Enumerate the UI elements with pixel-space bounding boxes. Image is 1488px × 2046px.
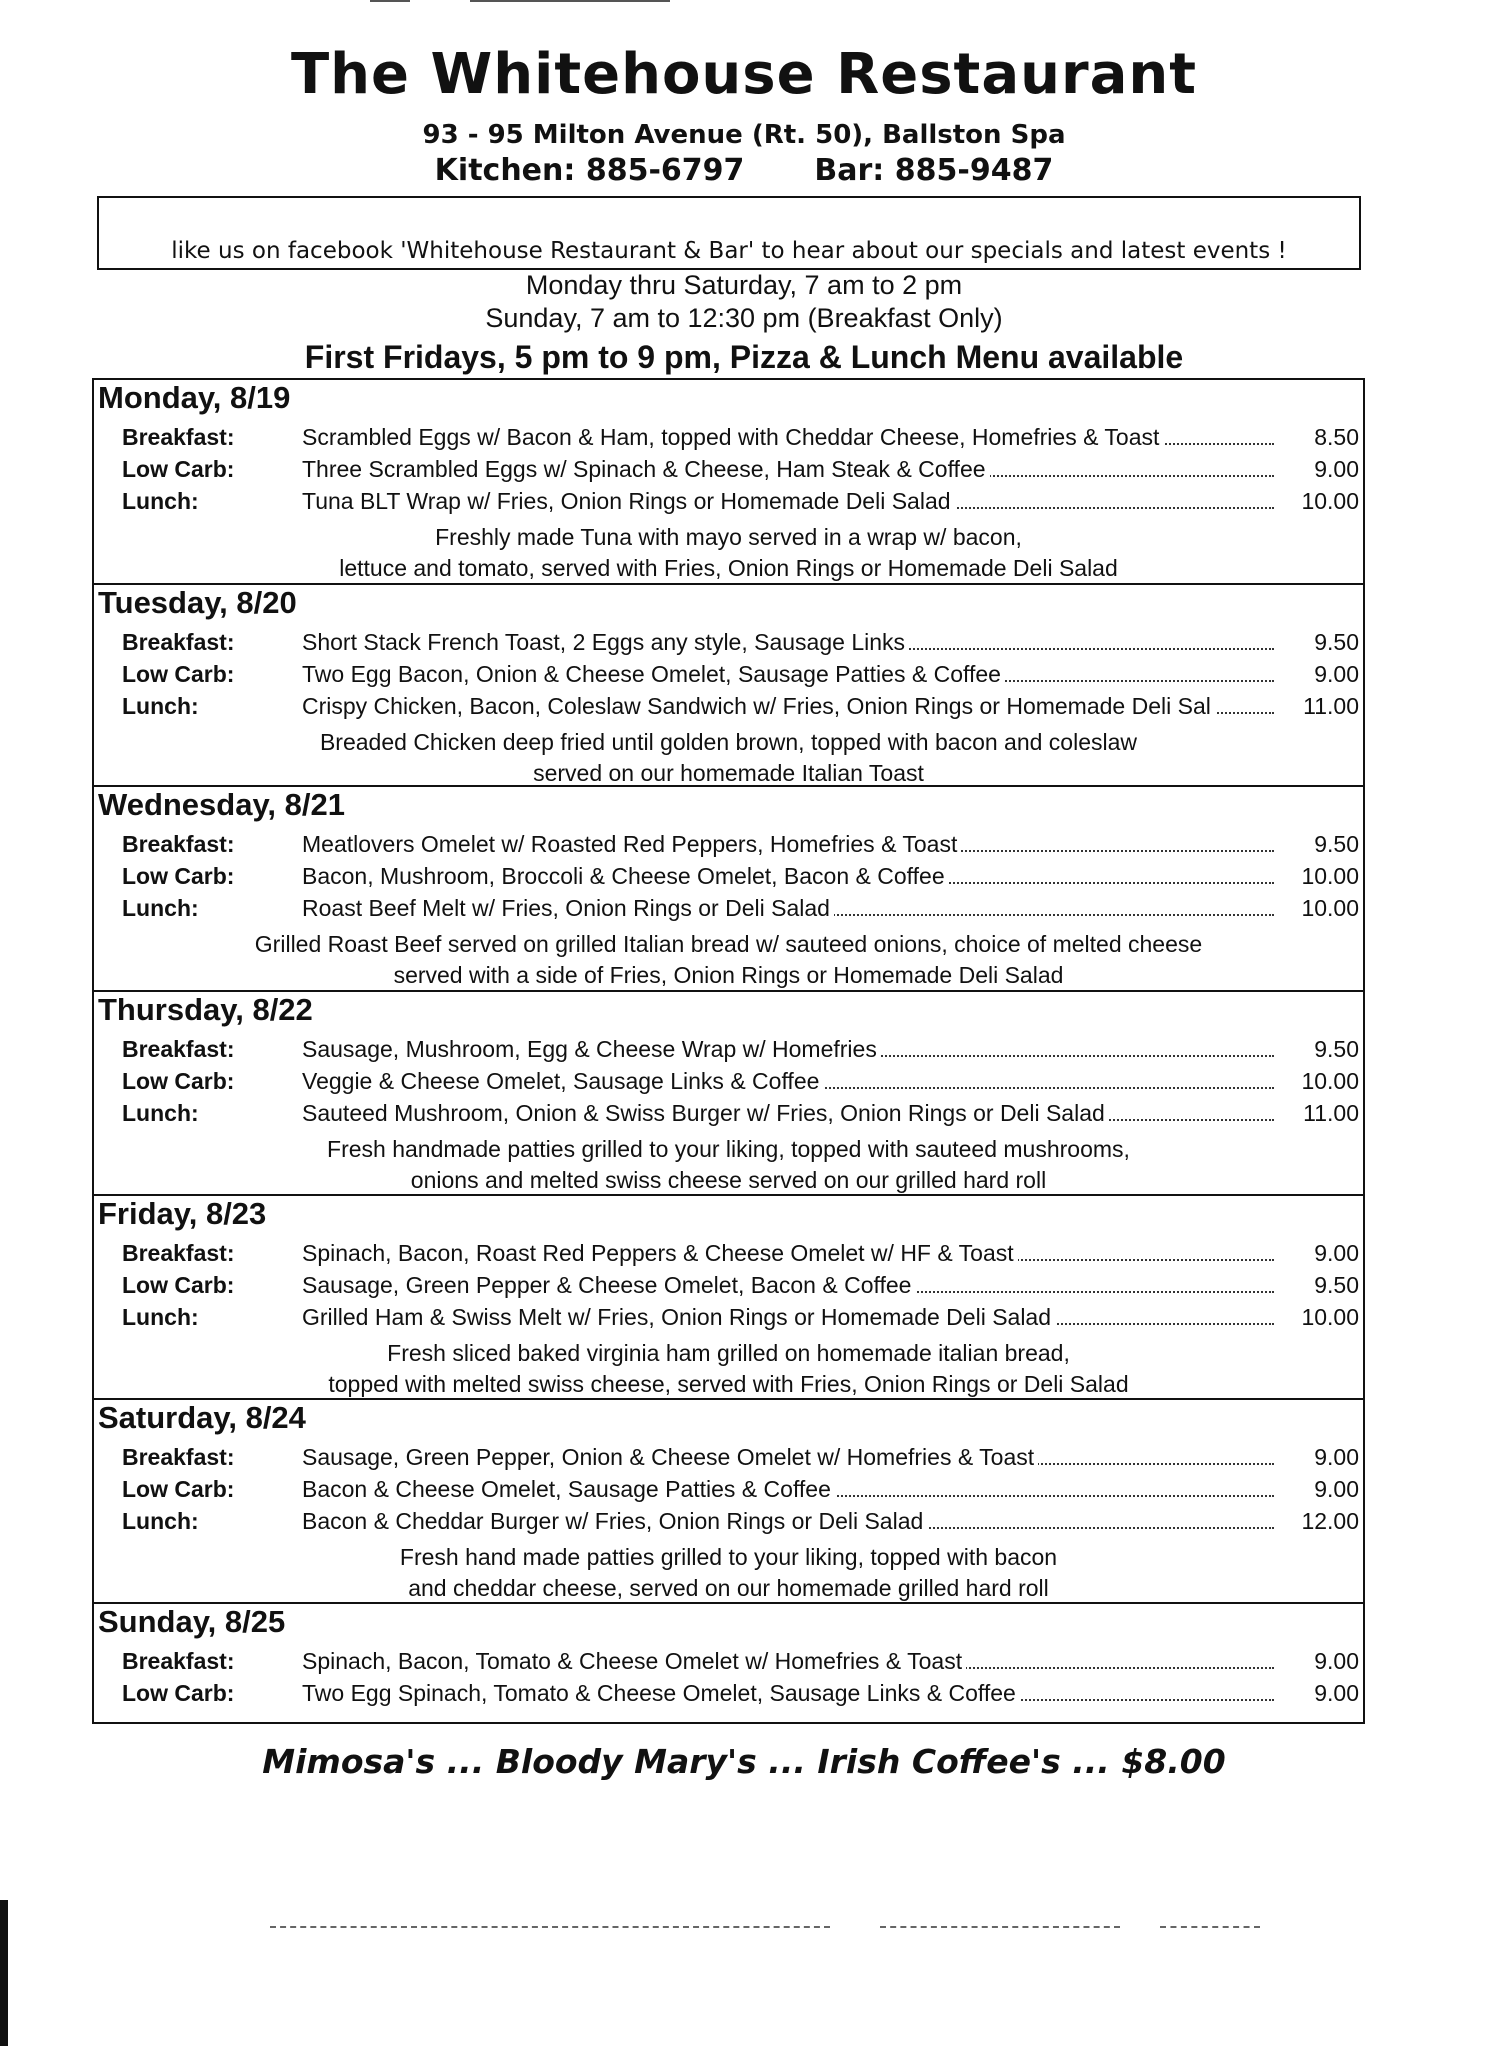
meal-type: Low Carb: xyxy=(122,456,235,482)
menu-item xyxy=(94,1036,1363,1068)
item-description: Three Scrambled Eggs w/ Spinach & Cheese, Ham Steak & Coffee xyxy=(302,456,990,482)
menu-item xyxy=(94,1476,1363,1508)
day-section xyxy=(94,992,1363,1196)
drinks-special: Mimosa's ... Bloody Mary's ... Irish Coffee's ... $8.00 xyxy=(262,1742,1226,1781)
item-description: Sauteed Mushroom, Onion & Swiss Burger w/ Fries, Onion Rings or Deli Salad xyxy=(302,1100,1109,1126)
menu-item xyxy=(94,1648,1363,1680)
day-section xyxy=(94,787,1363,992)
day-section xyxy=(94,1400,1363,1604)
item-note: Fresh handmade patties grilled to your liking, topped with sauteed mushrooms, xyxy=(327,1136,1130,1162)
item-price: 10.00 xyxy=(1301,863,1359,889)
item-price: 10.00 xyxy=(1301,895,1359,921)
item-description: Bacon & Cheese Omelet, Sausage Patties & Coffee xyxy=(302,1476,835,1502)
meal-type: Low Carb: xyxy=(122,1272,235,1298)
meal-type: Low Carb: xyxy=(122,1680,235,1706)
menu-item xyxy=(94,693,1363,725)
meal-type: Low Carb: xyxy=(122,863,235,889)
day-title: Sunday, 8/25 xyxy=(98,1604,286,1639)
item-price: 9.50 xyxy=(1314,831,1359,857)
item-description: Bacon & Cheddar Burger w/ Fries, Onion Rings or Deli Salad xyxy=(302,1508,927,1534)
item-note: lettuce and tomato, served with Fries, Onion Rings or Homemade Deli Salad xyxy=(339,555,1118,581)
day-section xyxy=(94,1604,1363,1726)
menu-item xyxy=(94,424,1363,456)
item-description: Two Egg Bacon, Onion & Cheese Omelet, Sausage Patties & Coffee xyxy=(302,661,1005,687)
item-description: Tuna BLT Wrap w/ Fries, Onion Rings or Homemade Deli Salad xyxy=(302,488,955,514)
day-title: Tuesday, 8/20 xyxy=(98,585,297,620)
item-price: 9.50 xyxy=(1314,1036,1359,1062)
first-fridays-note: First Fridays, 5 pm to 9 pm, Pizza & Lunch Menu available xyxy=(304,339,1184,375)
day-section xyxy=(94,380,1363,585)
day-title: Friday, 8/23 xyxy=(98,1196,267,1231)
day-title: Monday, 8/19 xyxy=(98,380,291,415)
meal-type: Lunch: xyxy=(122,488,199,514)
meal-type: Breakfast: xyxy=(122,1648,235,1674)
facebook-note: like us on facebook 'Whitehouse Restaurant & Bar' to hear about our specials and latest events ! xyxy=(171,238,1287,264)
item-note: Breaded Chicken deep fried until golden brown, topped with bacon and coleslaw xyxy=(319,729,1138,755)
item-description: Meatlovers Omelet w/ Roasted Red Peppers, Homefries & Toast xyxy=(302,831,961,857)
item-price: 12.00 xyxy=(1301,1508,1359,1534)
item-price: 9.50 xyxy=(1314,1272,1359,1298)
item-price: 9.00 xyxy=(1314,661,1359,687)
menu-item xyxy=(94,1304,1363,1336)
phone-numbers xyxy=(0,153,1488,188)
item-price: 10.00 xyxy=(1301,1304,1359,1330)
item-price: 8.50 xyxy=(1314,424,1359,450)
item-price: 11.00 xyxy=(1303,1100,1359,1126)
item-description: Crispy Chicken, Bacon, Coleslaw Sandwich w/ Fries, Onion Rings or Homemade Deli Sal xyxy=(302,693,1215,719)
weekly-menu xyxy=(92,378,1365,1724)
meal-type: Lunch: xyxy=(122,1304,199,1330)
item-price: 11.00 xyxy=(1303,693,1359,719)
hours-weekday: Monday thru Saturday, 7 am to 2 pm xyxy=(525,270,963,300)
bar-phone: Bar: 885-9487 xyxy=(814,153,1054,188)
item-note: and cheddar cheese, served on our homemade grilled hard roll xyxy=(408,1575,1049,1601)
meal-type: Lunch: xyxy=(122,1508,199,1534)
menu-item xyxy=(94,1068,1363,1100)
meal-type: Low Carb: xyxy=(122,661,235,687)
day-section xyxy=(94,585,1363,787)
meal-type: Lunch: xyxy=(122,895,199,921)
menu-item xyxy=(94,895,1363,927)
item-description: Spinach, Bacon, Tomato & Cheese Omelet w/ Homefries & Toast xyxy=(302,1648,966,1674)
menu-item xyxy=(94,661,1363,693)
restaurant-name: The Whitehouse Restaurant xyxy=(290,42,1198,107)
divider xyxy=(880,1926,1120,1928)
item-price: 9.00 xyxy=(1314,1476,1359,1502)
scan-artifact xyxy=(470,0,670,2)
meal-type: Low Carb: xyxy=(122,1476,235,1502)
item-note: Grilled Roast Beef served on grilled Italian bread w/ sauteed onions, choice of melted cheese xyxy=(254,931,1203,957)
day-section xyxy=(94,1196,1363,1400)
meal-type: Breakfast: xyxy=(122,424,235,450)
scan-edge xyxy=(0,1900,8,2046)
divider xyxy=(1160,1926,1260,1928)
item-note: onions and melted swiss cheese served on our grilled hard roll xyxy=(410,1167,1047,1193)
meal-type: Breakfast: xyxy=(122,831,235,857)
facebook-banner xyxy=(97,196,1361,270)
item-note: served on our homemade Italian Toast xyxy=(533,760,924,786)
menu-item xyxy=(94,831,1363,863)
item-note: topped with melted swiss cheese, served with Fries, Onion Rings or Deli Salad xyxy=(328,1371,1129,1397)
item-note: served with a side of Fries, Onion Rings or Homemade Deli Salad xyxy=(393,962,1064,988)
kitchen-phone: Kitchen: 885-6797 xyxy=(434,153,745,188)
menu-item xyxy=(94,1240,1363,1272)
item-price: 9.50 xyxy=(1314,629,1359,655)
item-description: Sausage, Mushroom, Egg & Cheese Wrap w/ Homefries xyxy=(302,1036,881,1062)
item-description: Bacon, Mushroom, Broccoli & Cheese Omelet, Bacon & Coffee xyxy=(302,863,949,889)
meal-type: Low Carb: xyxy=(122,1068,235,1094)
day-title: Thursday, 8/22 xyxy=(98,992,313,1027)
item-description: Scrambled Eggs w/ Bacon & Ham, topped with Cheddar Cheese, Homefries & Toast xyxy=(302,424,1163,450)
day-title: Wednesday, 8/21 xyxy=(98,787,345,822)
item-note: Fresh sliced baked virginia ham grilled on homemade italian bread, xyxy=(387,1340,1070,1366)
item-note: Freshly made Tuna with mayo served in a wrap w/ bacon, xyxy=(435,524,1022,550)
item-price: 9.00 xyxy=(1314,1648,1359,1674)
menu-item xyxy=(94,1508,1363,1540)
item-description: Two Egg Spinach, Tomato & Cheese Omelet, Sausage Links & Coffee xyxy=(302,1680,1020,1706)
item-price: 9.00 xyxy=(1314,456,1359,482)
day-title: Saturday, 8/24 xyxy=(98,1400,306,1435)
meal-type: Lunch: xyxy=(122,1100,199,1126)
item-price: 9.00 xyxy=(1314,1240,1359,1266)
item-description: Sausage, Green Pepper & Cheese Omelet, Bacon & Coffee xyxy=(302,1272,915,1298)
hours-sunday: Sunday, 7 am to 12:30 pm (Breakfast Only) xyxy=(485,303,1003,333)
menu-item xyxy=(94,1444,1363,1476)
scan-artifact xyxy=(370,0,410,2)
meal-type: Breakfast: xyxy=(122,629,235,655)
restaurant-address: 93 - 95 Milton Avenue (Rt. 50), Ballston Spa xyxy=(422,120,1066,150)
item-note: Fresh hand made patties grilled to your liking, topped with bacon xyxy=(399,1544,1058,1570)
item-description: Veggie & Cheese Omelet, Sausage Links & Coffee xyxy=(302,1068,823,1094)
menu-item xyxy=(94,863,1363,895)
menu-item xyxy=(94,1100,1363,1132)
meal-type: Breakfast: xyxy=(122,1240,235,1266)
item-description: Roast Beef Melt w/ Fries, Onion Rings or Deli Salad xyxy=(302,895,834,921)
menu-item xyxy=(94,1680,1363,1712)
item-price: 10.00 xyxy=(1301,1068,1359,1094)
item-description: Spinach, Bacon, Roast Red Peppers & Cheese Omelet w/ HF & Toast xyxy=(302,1240,1018,1266)
item-price: 9.00 xyxy=(1314,1444,1359,1470)
divider xyxy=(270,1926,830,1928)
menu-item xyxy=(94,456,1363,488)
menu-item xyxy=(94,1272,1363,1304)
meal-type: Lunch: xyxy=(122,693,199,719)
item-price: 9.00 xyxy=(1314,1680,1359,1706)
item-description: Short Stack French Toast, 2 Eggs any style, Sausage Links xyxy=(302,629,909,655)
menu-item xyxy=(94,629,1363,661)
item-price: 10.00 xyxy=(1301,488,1359,514)
menu-item xyxy=(94,488,1363,520)
meal-type: Breakfast: xyxy=(122,1444,235,1470)
item-description: Sausage, Green Pepper, Onion & Cheese Omelet w/ Homefries & Toast xyxy=(302,1444,1038,1470)
meal-type: Breakfast: xyxy=(122,1036,235,1062)
item-description: Grilled Ham & Swiss Melt w/ Fries, Onion Rings or Homemade Deli Salad xyxy=(302,1304,1055,1330)
